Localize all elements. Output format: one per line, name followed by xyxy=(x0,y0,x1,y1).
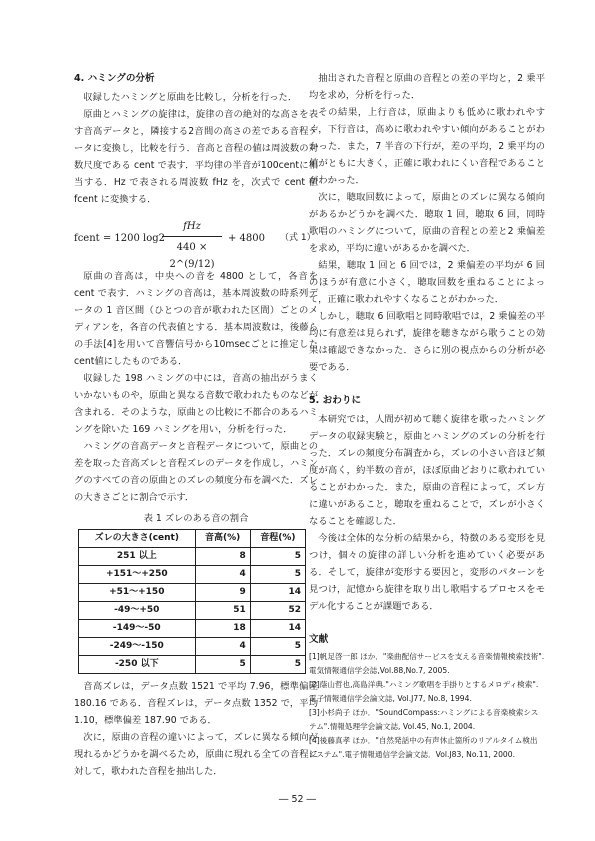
paragraph: 収録したハミングと原曲を比較し，分析を行った． xyxy=(83,92,298,103)
cell-pitch: 18 xyxy=(195,620,250,638)
formula-lhs: fcent = 1200 log2 xyxy=(74,233,166,244)
reference-item: [2]蔭山哲也,高島洋典."ハミング歌唱を手掛りとするメロディ検索".電子情報通信学会論文誌, Vol.J77, No.8, 1994. xyxy=(309,680,539,703)
col-header-deviation: ズレの大きさ(cent) xyxy=(79,530,196,548)
reference-item: [3]小杉尚子 ほか．"SoundCompass:ハミングによる音楽検索システム".情報処理学会論文誌, Vol.45, No.1, 2004. xyxy=(309,708,539,731)
cell-pitch: 9 xyxy=(195,584,250,602)
paragraph: 音高ズレは，データ点数 1521 で平均 7.96，標準偏差 180.16 である．音程ズレは，データ点数 1352 で，平均 1.10，標準偏差 187.90 である． xyxy=(74,681,318,726)
paragraph: 次に，聴取回数によって，原曲とのズレに異なる傾向があるかどうかを調べた．聴取 1 回，聴取 6 回，同時歌唱のハミングについて，原曲の音程との差と2 乗偏差を求め，平均に違いがあるかを調べた． xyxy=(309,192,545,254)
paragraph: 次に，原曲の音程の違いによって，ズレに異なる傾向が現れるかどうかを調べるため，原曲に現れる全ての音程に対して，歌われた音程を抽出した． xyxy=(74,732,318,777)
table-row xyxy=(79,566,306,584)
formula-1 xyxy=(74,218,318,270)
cell-pitch: 51 xyxy=(195,602,250,620)
cell-interval: 5 xyxy=(250,656,305,674)
left-column xyxy=(74,70,318,780)
cell-deviation: -250 以下 xyxy=(79,656,196,674)
table-row xyxy=(79,638,306,656)
cell-pitch: 4 xyxy=(195,638,250,656)
cell-deviation: -49〜+50 xyxy=(79,602,196,620)
paragraph: 抽出された音程と原曲の音程との差の平均と，2 乗平均を求め，分析を行った． xyxy=(309,73,545,101)
cell-deviation: -249〜-150 xyxy=(79,638,196,656)
cell-deviation: +151〜+250 xyxy=(79,566,196,584)
cell-interval: 52 xyxy=(250,602,305,620)
paragraph: 収録した 198 ハミングの中には，音高の抽出がうまくいかないものや，原曲と異なる音数で歌われたものなどが含まれる．そのような，原曲との比較に不都合のあるハミングを除いた 169 ハミングを用い，分析を行った． xyxy=(74,373,318,435)
table-row xyxy=(79,548,306,566)
cell-pitch: 8 xyxy=(195,548,250,566)
cell-deviation: -149〜-50 xyxy=(79,620,196,638)
table-row xyxy=(79,656,306,674)
paragraph: 本研究では，人間が初めて聴く旋律を歌ったハミングデータの収録実験と，原曲とハミングのズレの分析を行った．ズレの頻度分布調査から，ズレの小さい音ほど頻度が高く，約半数の音が，ほぼ原曲どおりに歌われていることがわかった．また，原曲の音程によって，ズレ方に違いがあること，聴取を重ねることで，ズレが小さくなることを確認した． xyxy=(309,414,545,527)
spacer xyxy=(309,376,545,392)
paragraph: その結果，上行音は，原曲よりも低めに歌われやすく，下行音は，高めに歌われやすい傾向があることがわかった．また，7 半音の下行が，差の平均，2 乗平均の値がともに大きく，正確に歌われにくい音程であることがわかった． xyxy=(309,107,545,186)
cell-pitch: 5 xyxy=(195,656,250,674)
paragraph: ハミングの音高データと音程データについて，原曲との差を取った音高ズレと音程ズレのデータを作成し，ハミングのすべての音の原曲とのズレの頻度分布を調べた．ズレの大きさごとに割合で示す． xyxy=(74,441,318,503)
table-caption: 表 1 ズレのある音の割合 xyxy=(143,513,249,524)
cell-interval: 5 xyxy=(250,638,305,656)
reference-item: [4]後藤真孝 ほか．"自然発話中の有声休止箇所のリアルタイム検出システム".電子情報通信学会論文誌．Vol.J83, No.11, 2000. xyxy=(309,736,538,759)
section-heading-4: 4. ハミングの分析 xyxy=(74,73,155,84)
references-heading: 文献 xyxy=(309,634,329,645)
cell-interval: 14 xyxy=(250,620,305,638)
table-row xyxy=(79,620,306,638)
cell-interval: 5 xyxy=(250,566,305,584)
spacer xyxy=(309,615,545,631)
cell-pitch: 4 xyxy=(195,566,250,584)
reference-list xyxy=(309,650,545,762)
deviation-table xyxy=(78,529,306,674)
table-row xyxy=(79,584,306,602)
paragraph: 結果，聴取 1 回と 6 回では，2 乗偏差の平均が 6 回のほうが有意に小さく，聴取回数を重ねることによって，正確に歌われやすくなることがわかった． xyxy=(309,260,545,305)
paragraph: 原曲の音高は，中央への音を 4800 として，各音を cent で表す．ハミングの音高は，基本周波数の時系列データの 1 音区間（ひとつの音が歌われた区間）ごとのメディアンを，各音の代表値とする．基本周波数は，後藤らの手法[4]を用いて音響信号から10msecごとに推定したcent値にしたものである． xyxy=(74,271,318,367)
reference-item: [1]帆足啓一郎 ほか．"楽曲配信サービスを支える音楽情報検索技術".電気情報通信学会誌,Vol.88,No.7, 2005. xyxy=(309,652,545,675)
col-header-interval: 音程(%) xyxy=(250,530,305,548)
formula-numerator: fHz xyxy=(162,218,222,237)
equation-number: （式 1） xyxy=(280,233,316,243)
table-row xyxy=(79,602,306,620)
right-column xyxy=(309,70,545,762)
table-header-row xyxy=(79,530,306,548)
formula-rhs: + 4800 xyxy=(228,233,266,244)
paragraph: 今後は全体的な分析の結果から，特徴のある変形を見つけ，個々の旋律の詳しい分析を進めていく必要がある．そして，旋律が変形する要因と，変形のパターンを見つけ，記憶から旋律を取り出し歌唱するプロセスをモデル化することが課題である． xyxy=(309,533,545,612)
col-header-pitch: 音高(%) xyxy=(195,530,250,548)
cell-interval: 14 xyxy=(250,584,305,602)
formula-fraction xyxy=(162,218,222,273)
cell-interval: 5 xyxy=(250,548,305,566)
page-number: ― 52 ― xyxy=(278,794,317,805)
formula-denominator: 440 × 2^(9/12) xyxy=(169,242,215,270)
paragraph: 原曲とハミングの旋律は，旋律の音の絶対的な高さを表す音高データと，隣接する2音間の高さの差である音程データに変換し，比較を行う．音高と音程の値は周波数の対数尺度である cent で表す．平均律の半音が100centに相当する．Hz で表される周波数 fHz を，次式で cent 値 fcent に変換する． xyxy=(74,109,318,205)
cell-deviation: 251 以上 xyxy=(79,548,196,566)
section-heading-5: 5. おわりに xyxy=(309,395,362,406)
paragraph: しかし，聴取 6 回歌唱と同時歌唱では，2 乗偏差の平均に有意差は見られず，旋律を聴きながら歌うことの効果は確認できなかった．さらに別の視点からの分析が必要である． xyxy=(309,311,545,373)
cell-deviation: +51〜+150 xyxy=(79,584,196,602)
